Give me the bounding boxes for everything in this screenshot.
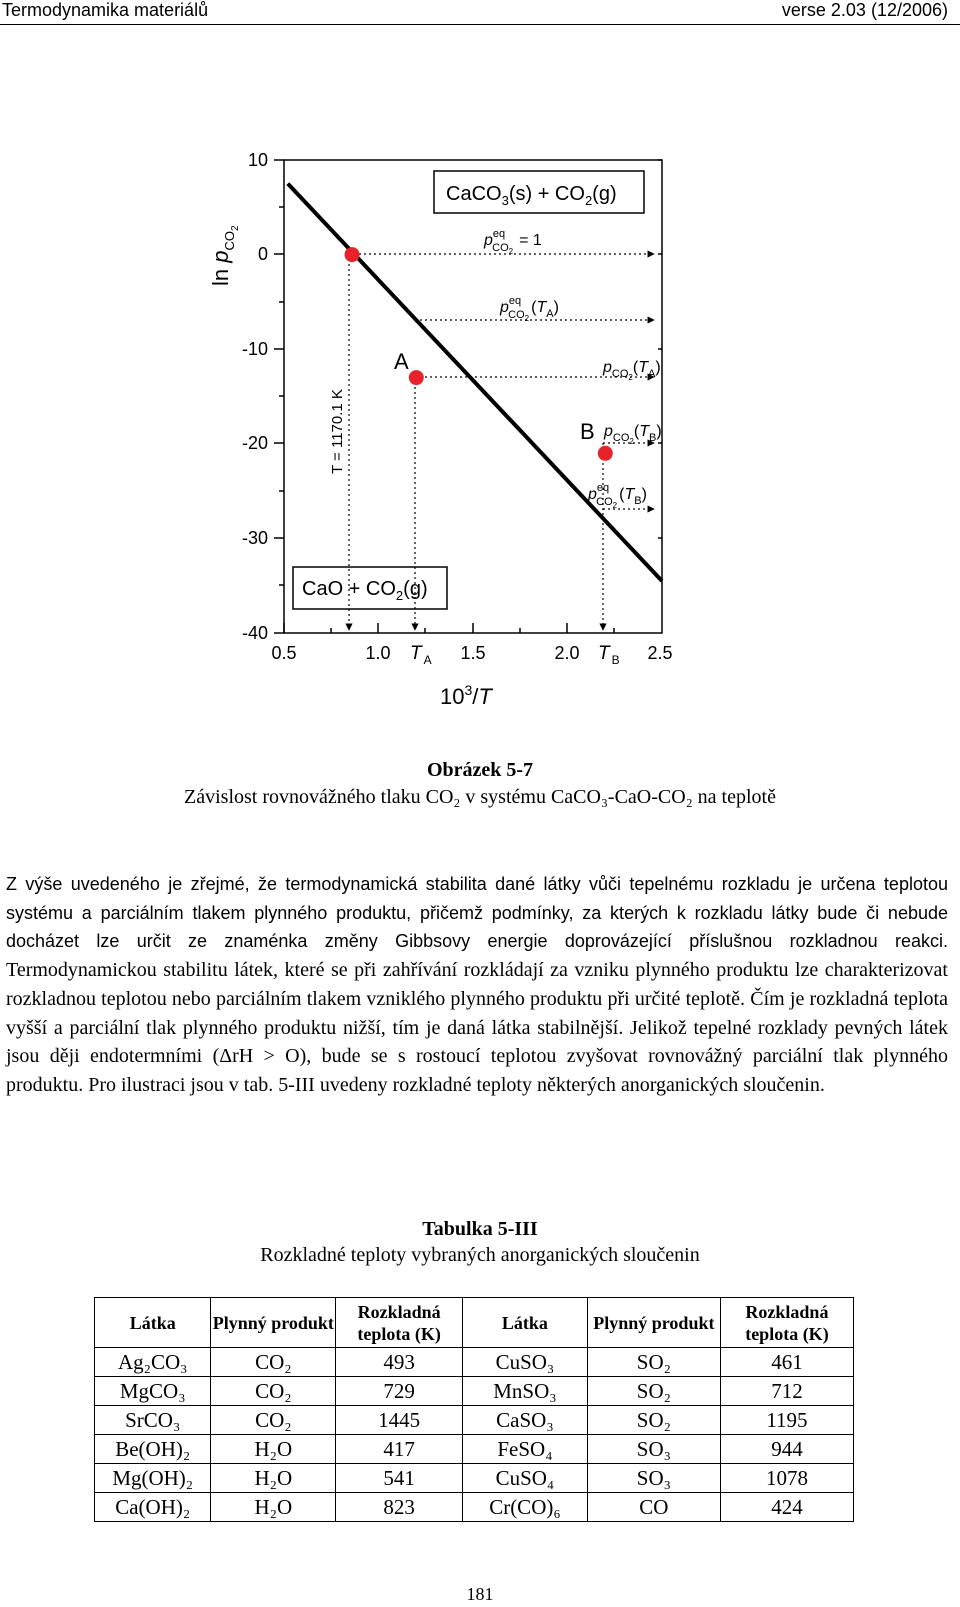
x-tick-label: 2.5: [647, 643, 673, 663]
table-cell: 712: [720, 1377, 853, 1406]
y-tick-labels: [242, 150, 268, 643]
table-cell: CO₂: [211, 1348, 336, 1377]
y-tick-label: 10: [247, 150, 268, 170]
page-header: [0, 0, 960, 22]
page-number: 181: [466, 1584, 494, 1604]
table-cell: Ca(OH)₂: [95, 1493, 211, 1522]
point-a: [409, 370, 424, 385]
table-cell: 1078: [720, 1464, 853, 1493]
table-cell: 1445: [336, 1406, 463, 1435]
table-cell: Cr(CO)₆: [463, 1493, 588, 1522]
table-cell: FeSO₄: [463, 1435, 588, 1464]
annotation-peq-ta: $p^{eq}$ $CO2(T_A)$: [500, 295, 559, 323]
x-tick-label: 0.5: [271, 643, 297, 663]
x-tick-label: 1.0: [365, 643, 391, 663]
y-tick-label: -40: [241, 623, 268, 643]
table-cell: CO: [587, 1493, 720, 1522]
table-title: Tabulka 5-III: [422, 1218, 538, 1240]
point-eq-1: [345, 247, 360, 262]
table-row: [95, 1464, 854, 1493]
table-cell: 424: [720, 1493, 853, 1522]
table-cell: SO₃: [587, 1435, 720, 1464]
table-header-cell: Plynný produkt: [587, 1298, 720, 1348]
equilibrium-line: [288, 184, 662, 581]
table-header-row: [95, 1298, 854, 1348]
x-axis-title: $10^3/T$: [440, 682, 492, 709]
table-header-cell: Látka: [463, 1298, 588, 1348]
chart: [0, 130, 960, 720]
table-header-cell: Rozkladná teplota (K): [336, 1298, 463, 1348]
table-cell: H₂O: [211, 1435, 336, 1464]
table-header-cell: Plynný produkt: [211, 1298, 336, 1348]
decomposition-table: [94, 1297, 854, 1522]
table-row: [95, 1435, 854, 1464]
y-tick-label: 0: [257, 244, 268, 264]
table-cell: SO₂: [587, 1377, 720, 1406]
table-row: [95, 1406, 854, 1435]
point-label-a: A: [394, 349, 409, 374]
table-cell: 1195: [720, 1406, 853, 1435]
table-cell: Mg(OH)₂: [95, 1464, 211, 1493]
x-tick-ta: T $_A$: [410, 643, 432, 667]
body-paragraph: [6, 870, 948, 1100]
header-version: verse 2.03 (12/2006): [781, 0, 948, 20]
table-subtitle: Rozkladné teploty vybraných anorganických sloučenin: [260, 1244, 700, 1266]
table-cell: 417: [336, 1435, 463, 1464]
table-row: [95, 1493, 854, 1522]
header-rule: [0, 24, 960, 25]
table-cell: MgCO₃: [95, 1377, 211, 1406]
paragraph-part-1: Z výše uvedeného je zřejmé, že termodynamická stabilita dané látky vůči tepelnému rozkladu je určena teplotou systému a parciálním tlakem plynného produktu, přičemž podmínky, za kterých k rozkladu látky bude či nebude docházet lze určit ze znaménka změny Gibbsovy energie doprovázející příslušnou rozkladnou reakci.: [6, 874, 948, 952]
table-cell: H₂O: [211, 1464, 336, 1493]
table-row: [95, 1348, 854, 1377]
annotation-peq-1: $p^{eq}$ CO2= 1: [484, 228, 542, 256]
y-tick-label: -20: [241, 433, 268, 453]
table-cell: 461: [720, 1348, 853, 1377]
x-tick-tb: T $_B$: [598, 643, 620, 667]
point-b: [598, 446, 613, 461]
table-cell: H₂O: [211, 1493, 336, 1522]
region-label-caco3: CaCO$_3$(s) + $CO_2(g)$: [446, 183, 617, 208]
table-cell: Ag₂CO₃: [95, 1348, 211, 1377]
table-cell: CuSO₃: [463, 1348, 588, 1377]
table-cell: CO₂: [211, 1406, 336, 1435]
figure-title: Obrázek 5-7: [426, 759, 534, 781]
table-cell: CO₂: [211, 1377, 336, 1406]
table-cell: SO₃: [587, 1464, 720, 1493]
y-tick-label: -30: [241, 528, 268, 548]
y-tick-label: -10: [241, 339, 268, 359]
annotation-p-ta: $p_{CO}2(T_A)$: [603, 359, 661, 382]
table-cell: MnSO₃: [463, 1377, 588, 1406]
x-axis: [284, 623, 614, 633]
table-cell: CaSO₃: [463, 1406, 588, 1435]
table-cell: SrCO₃: [95, 1406, 211, 1435]
annotation-p-tb: $p_{CO}2(T_B)$: [604, 423, 662, 446]
table-header-cell: Rozkladná teplota (K): [720, 1298, 853, 1348]
table-cell: 944: [720, 1435, 853, 1464]
table-cell: 493: [336, 1348, 463, 1377]
table-cell: 541: [336, 1464, 463, 1493]
table-cell: 823: [336, 1493, 463, 1522]
table-header-cell: Látka: [95, 1298, 211, 1348]
header-title: Termodynamika materiálů: [2, 0, 209, 20]
table-cell: SO₂: [587, 1348, 720, 1377]
table-cell: Be(OH)₂: [95, 1435, 211, 1464]
figure-caption: Závislost rovnovážného tlaku CO₂ v systému CaCO₃-CaO-CO₂ na teplotě: [184, 786, 776, 808]
x-tick-label: 2.0: [554, 643, 580, 663]
table-row: [95, 1377, 854, 1406]
table-cell: 729: [336, 1377, 463, 1406]
annotation-temperature: T = 1170.1 K: [329, 389, 346, 474]
paragraph-part-2: Termodynamickou stabilitu látek, které se při zahřívání rozkládají za vzniku plynného produktu lze charakterizovat rozkladnou teplotou nebo parciálním tlakem vzniklého plynného produktu při určité teplotě. Čím je rozkladná teplota vyšší a parciální tlak plynného produktu nižší, tím je daná látka stabilnější. Jelikož tepelné rozklady pevných látek jsou ději endotermními (ΔrH > O), bude se s rostoucí teplotou zvyšovat rovnovážný parciální tlak plynného produktu. Pro ilustraci jsou v tab. 5-III uvedeny rozkladné teploty některých anorganických sloučenin.: [6, 959, 948, 1096]
region-label-cao: CaO + $CO_2(g)$: [302, 578, 428, 603]
table-cell: CuSO₄: [463, 1464, 588, 1493]
table-cell: SO₂: [587, 1406, 720, 1435]
x-tick-label: 1.5: [460, 643, 486, 663]
annotation-peq-tb: $p^{eq}$ $CO2(T_B)$: [588, 482, 647, 510]
point-label-b: B: [580, 419, 595, 444]
y-axis-title: $\ln p_{CO}2$: [208, 225, 241, 286]
